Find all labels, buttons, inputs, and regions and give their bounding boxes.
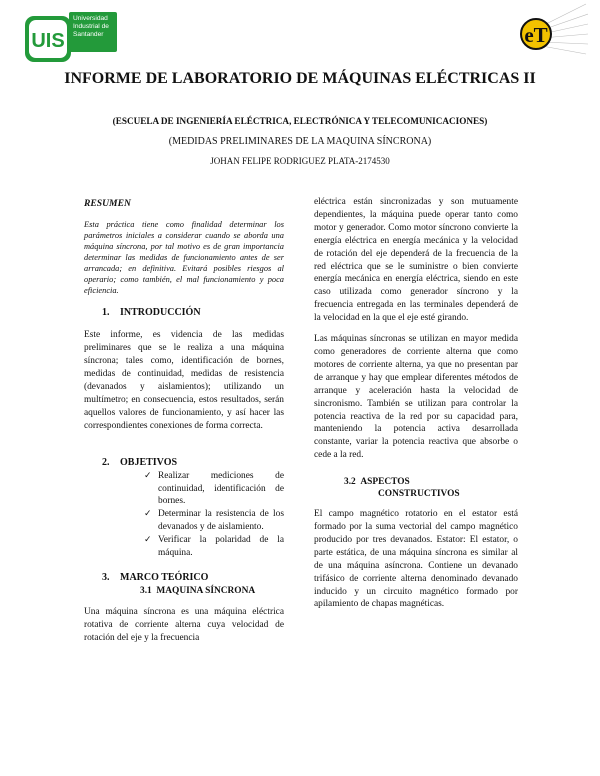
subsection-title: MAQUINA SÍNCRONA xyxy=(156,585,256,596)
section-number: 3. xyxy=(102,571,110,583)
left-column xyxy=(84,198,284,645)
marco-text-right-2: Las máquinas síncronas se utilizan en mayor medida como generadores de corriente alterna que como motores de corriente alterna, ya que no presentan par de arranque y hay que emplear diferentes métodos de arranque y aceleración hasta la velocidad de sincronismo. También se utilizan para controlar la potencia reactiva de la red por su capacidad para, manteniendo la potencia activa desarrollada constante, variar la potencia reactiva que absorbe o cede a la red. xyxy=(314,334,518,461)
author-line: JOHAN FELIPE RODRIGUEZ PLATA-2174530 xyxy=(210,156,390,166)
subsection-title-line2: CONSTRUCTIVOS xyxy=(378,489,460,500)
uis-logo-name xyxy=(69,12,117,52)
objective-item xyxy=(144,470,284,509)
checkmark-icon: ✓ xyxy=(144,509,152,520)
page-title: INFORME DE LABORATORIO DE MÁQUINAS ELÉCTRICAS II xyxy=(64,70,536,87)
marco-heading xyxy=(84,572,284,585)
section-number: 2. xyxy=(102,456,110,468)
objective-text: Verificar la polaridad de la máquina. xyxy=(158,535,284,559)
resumen-heading: RESUMEN xyxy=(84,198,131,209)
objective-item xyxy=(144,508,284,534)
report-subtitle: (MEDIDAS PRELIMINARES DE LA MAQUINA SÍNCRONA) xyxy=(168,136,432,147)
section-number: 1. xyxy=(102,306,110,318)
school-name: (ESCUELA DE INGENIERÍA ELÉCTRICA, ELECTRÓNICA Y TELECOMUNICACIONES) xyxy=(112,116,488,126)
objective-text: Determinar la resistencia de los devanados y de aislamiento. xyxy=(158,509,284,533)
intro-heading xyxy=(84,307,284,320)
checkmark-icon: ✓ xyxy=(144,470,152,481)
uis-name-line: Universidad xyxy=(73,15,108,22)
marco-text-right-3: El campo magnético rotatorio en el estator está formado por la suma vectorial del campo magnético producido por tres devanados. Estator: El estator, o parte estática, de una máquina síncrona es similar al de una máquina asíncrona. Contiene un devanado trifásico de corriente alterna denominado devanado inducido y un circuito magnético formado por apilamiento de chapas magnéticas. xyxy=(314,509,518,610)
objective-text: Realizar mediciones de continuidad, identificación de bornes. xyxy=(158,470,284,507)
section-title: OBJETIVOS xyxy=(120,456,178,468)
subsection-number: 3.1 xyxy=(140,585,152,596)
marco-text-left: Una máquina síncrona es una máquina eléctrica rotativa de corriente alterna cuya velocidad de rotación del eje y la frecuencia xyxy=(84,606,284,643)
subsection-title: ASPECTOS xyxy=(360,477,410,488)
section-title: INTRODUCCIÓN xyxy=(120,306,201,318)
resumen-text: Esta práctica tiene como finalidad determinar los parámetros iniciales a considerar cuando se aborda una máquina síncrona, por tal motivo es de gran importancia determinar las medidas de funcionamiento antes de ser arrancada; en definitiva. Evitará posibles riesgos al operario; como también, el mal funcionamiento y poca eficiencia. xyxy=(84,219,284,296)
school-logo-text: eT xyxy=(524,23,548,47)
subsection-number: 3.2 xyxy=(344,477,356,488)
uis-logo-text: UIS xyxy=(31,30,65,52)
objetivos-heading xyxy=(84,457,284,470)
subsection-heading xyxy=(314,476,518,500)
section-title: MARCO TEÓRICO xyxy=(120,571,209,583)
objective-item xyxy=(144,534,284,560)
intro-text: Este informe, es videncia de las medidas preliminares que se le realiza a una máquina síncrona; tales como, identificación de bornes, medidas de continuidad, medidas de resistencia (devanados y aislamientos); utilizando un multímetro; en consecuencia, estos resultados, serán aquellos valores de funcionamiento, y así hacer las correspondientes conexiones de forma correcta. xyxy=(84,330,284,431)
checkmark-icon: ✓ xyxy=(144,535,152,546)
subsection-title-line1 xyxy=(314,476,518,488)
uis-logo-mark xyxy=(25,16,71,62)
objectives-list xyxy=(84,470,284,560)
uis-name-line: Industrial de xyxy=(73,23,109,30)
school-logo xyxy=(506,0,588,62)
right-column xyxy=(314,196,518,611)
marco-text-right-1: eléctrica están sincronizadas y son mutuamente dependientes, la máquina puede operar tanto como motor y generador. Como motor síncrono convierte la energía eléctrica en energía mecánica y la velocidad de rotación del eje dependerá de la frecuencia de la red eléctrica que se le suministre o bien convierte energía mecánica en energía eléctrica, siendo en este caso utilizada como generador síncrono y la frecuencia entregada en las terminales dependerá de la velocidad en la que el eje esté girando. xyxy=(314,197,518,324)
uis-name-line: Santander xyxy=(73,31,104,38)
subsection-heading xyxy=(84,585,284,598)
